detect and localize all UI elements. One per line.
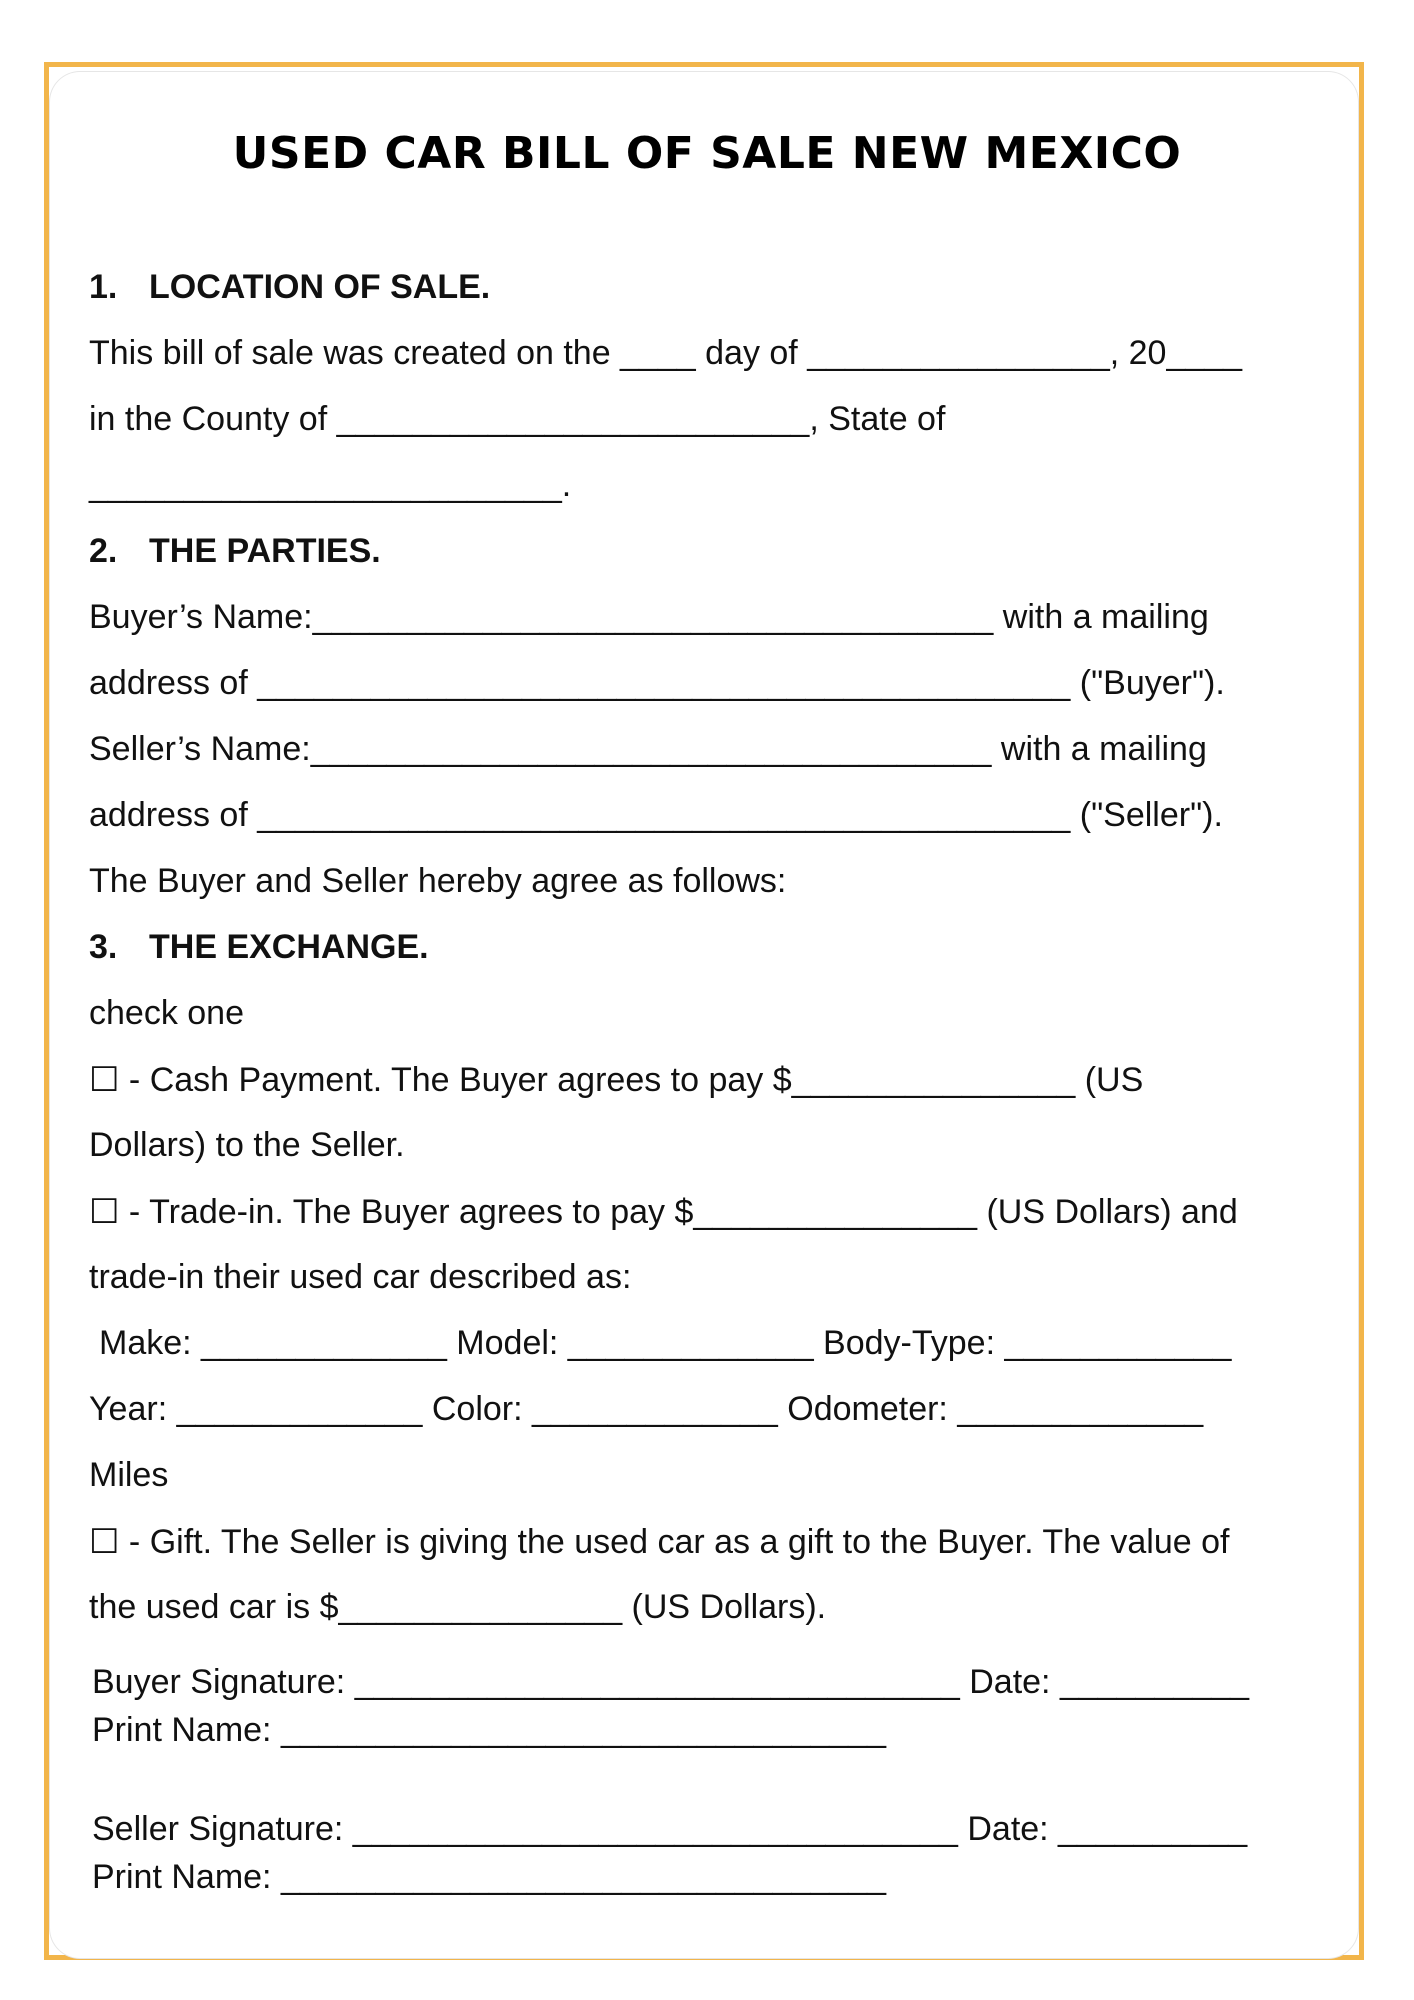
section-3-number: 3. (89, 928, 118, 966)
cash-payment-option (89, 1060, 1143, 1100)
buyer-print-name-line: Print Name: ________________________________ (92, 1711, 887, 1749)
section-2-heading (89, 532, 381, 571)
seller-address-line: address of ___________________________________________ ("Seller"). (89, 796, 1223, 834)
cash-payment-text: - Cash Payment. The Buyer agrees to pay $_______________ (US (119, 1061, 1144, 1099)
trade-in-text: - Trade-in. The Buyer agrees to pay $_______________ (US Dollars) and (119, 1193, 1238, 1231)
gift-text: - Gift. The Seller is giving the used car as a gift to the Buyer. The value of (119, 1523, 1230, 1561)
trade-in-checkbox[interactable]: ☐ (89, 1193, 120, 1231)
section-3-title: THE EXCHANGE. (149, 928, 429, 966)
gift-checkbox[interactable]: ☐ (89, 1523, 120, 1561)
county-state-line: in the County of _________________________, State of (89, 400, 946, 438)
odometer-units-label: Miles (89, 1456, 169, 1494)
section-3-heading (89, 928, 429, 967)
trade-in-text-cont: trade-in their used car described as: (89, 1258, 632, 1296)
check-one-label: check one (89, 994, 244, 1032)
section-1-heading (89, 268, 490, 307)
buyer-signature-line: Buyer Signature: ________________________________ Date: __________ (92, 1663, 1250, 1701)
section-2-number: 2. (89, 532, 118, 570)
agreement-line: The Buyer and Seller hereby agree as follows: (89, 862, 787, 900)
buyer-address-line: address of ___________________________________________ ("Buyer"). (89, 664, 1225, 702)
section-1-title: LOCATION OF SALE. (149, 268, 491, 306)
gift-text-cont: the used car is $_______________ (US Dollars). (89, 1588, 827, 1626)
buyer-name-line: Buyer’s Name:____________________________________ with a mailing (89, 598, 1209, 636)
trade-in-option (89, 1192, 1238, 1232)
seller-name-line: Seller’s Name:____________________________________ with a mailing (89, 730, 1207, 768)
section-2-title: THE PARTIES. (149, 532, 381, 570)
document-title: USED CAR BILL OF SALE NEW MEXICO (232, 128, 1182, 179)
cash-payment-text-cont: Dollars) to the Seller. (89, 1126, 405, 1164)
gift-option (89, 1522, 1229, 1562)
state-blank-line: _________________________. (89, 466, 572, 504)
section-1-number: 1. (89, 268, 118, 306)
sale-date-line: This bill of sale was created on the ____ day of ________________, 20____ (89, 334, 1243, 372)
seller-print-name-line: Print Name: ________________________________ (92, 1858, 887, 1896)
seller-signature-line: Seller Signature: ________________________________ Date: __________ (92, 1810, 1248, 1848)
cash-payment-checkbox[interactable]: ☐ (89, 1061, 120, 1099)
vehicle-make-model-line: Make: _____________ Model: _____________ Body-Type: ____________ (99, 1324, 1232, 1362)
vehicle-year-color-line: Year: _____________ Color: _____________ Odometer: _____________ (89, 1390, 1204, 1428)
